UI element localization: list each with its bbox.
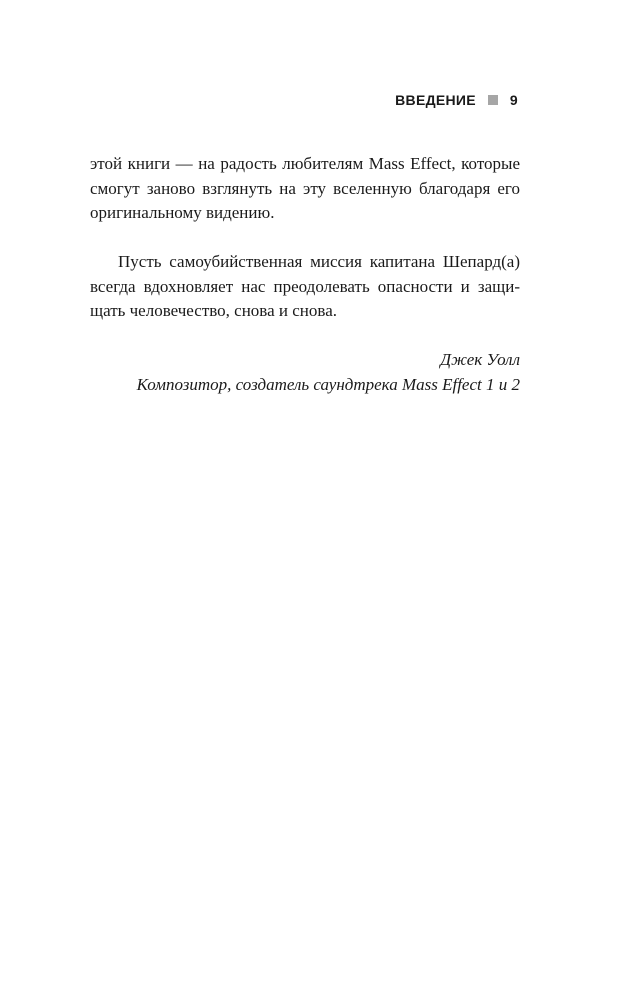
page-number: 9 [509,92,518,108]
page-body [90,152,520,397]
author-role: Композитор, создатель саундтрека Mass Effect 1 и 2 [136,374,520,394]
signature-block [90,348,520,397]
section-title: ВВЕДЕНИЕ [395,92,476,108]
paragraph-continued: этой книги — на радость любителям Mass Effect, которые смогут заново взглянуть на эту вселенную благодаря его оригинальному видению. [90,154,520,222]
paragraph-closing: Пусть самоубийственная миссия капитана Шепард(а) всегда вдохновляет нас преодолевать опасности и защищать человечество, снова и снова. [90,252,520,320]
running-header [395,92,518,108]
author-name: Джек Уолл [440,350,520,369]
square-marker-icon [488,95,498,105]
